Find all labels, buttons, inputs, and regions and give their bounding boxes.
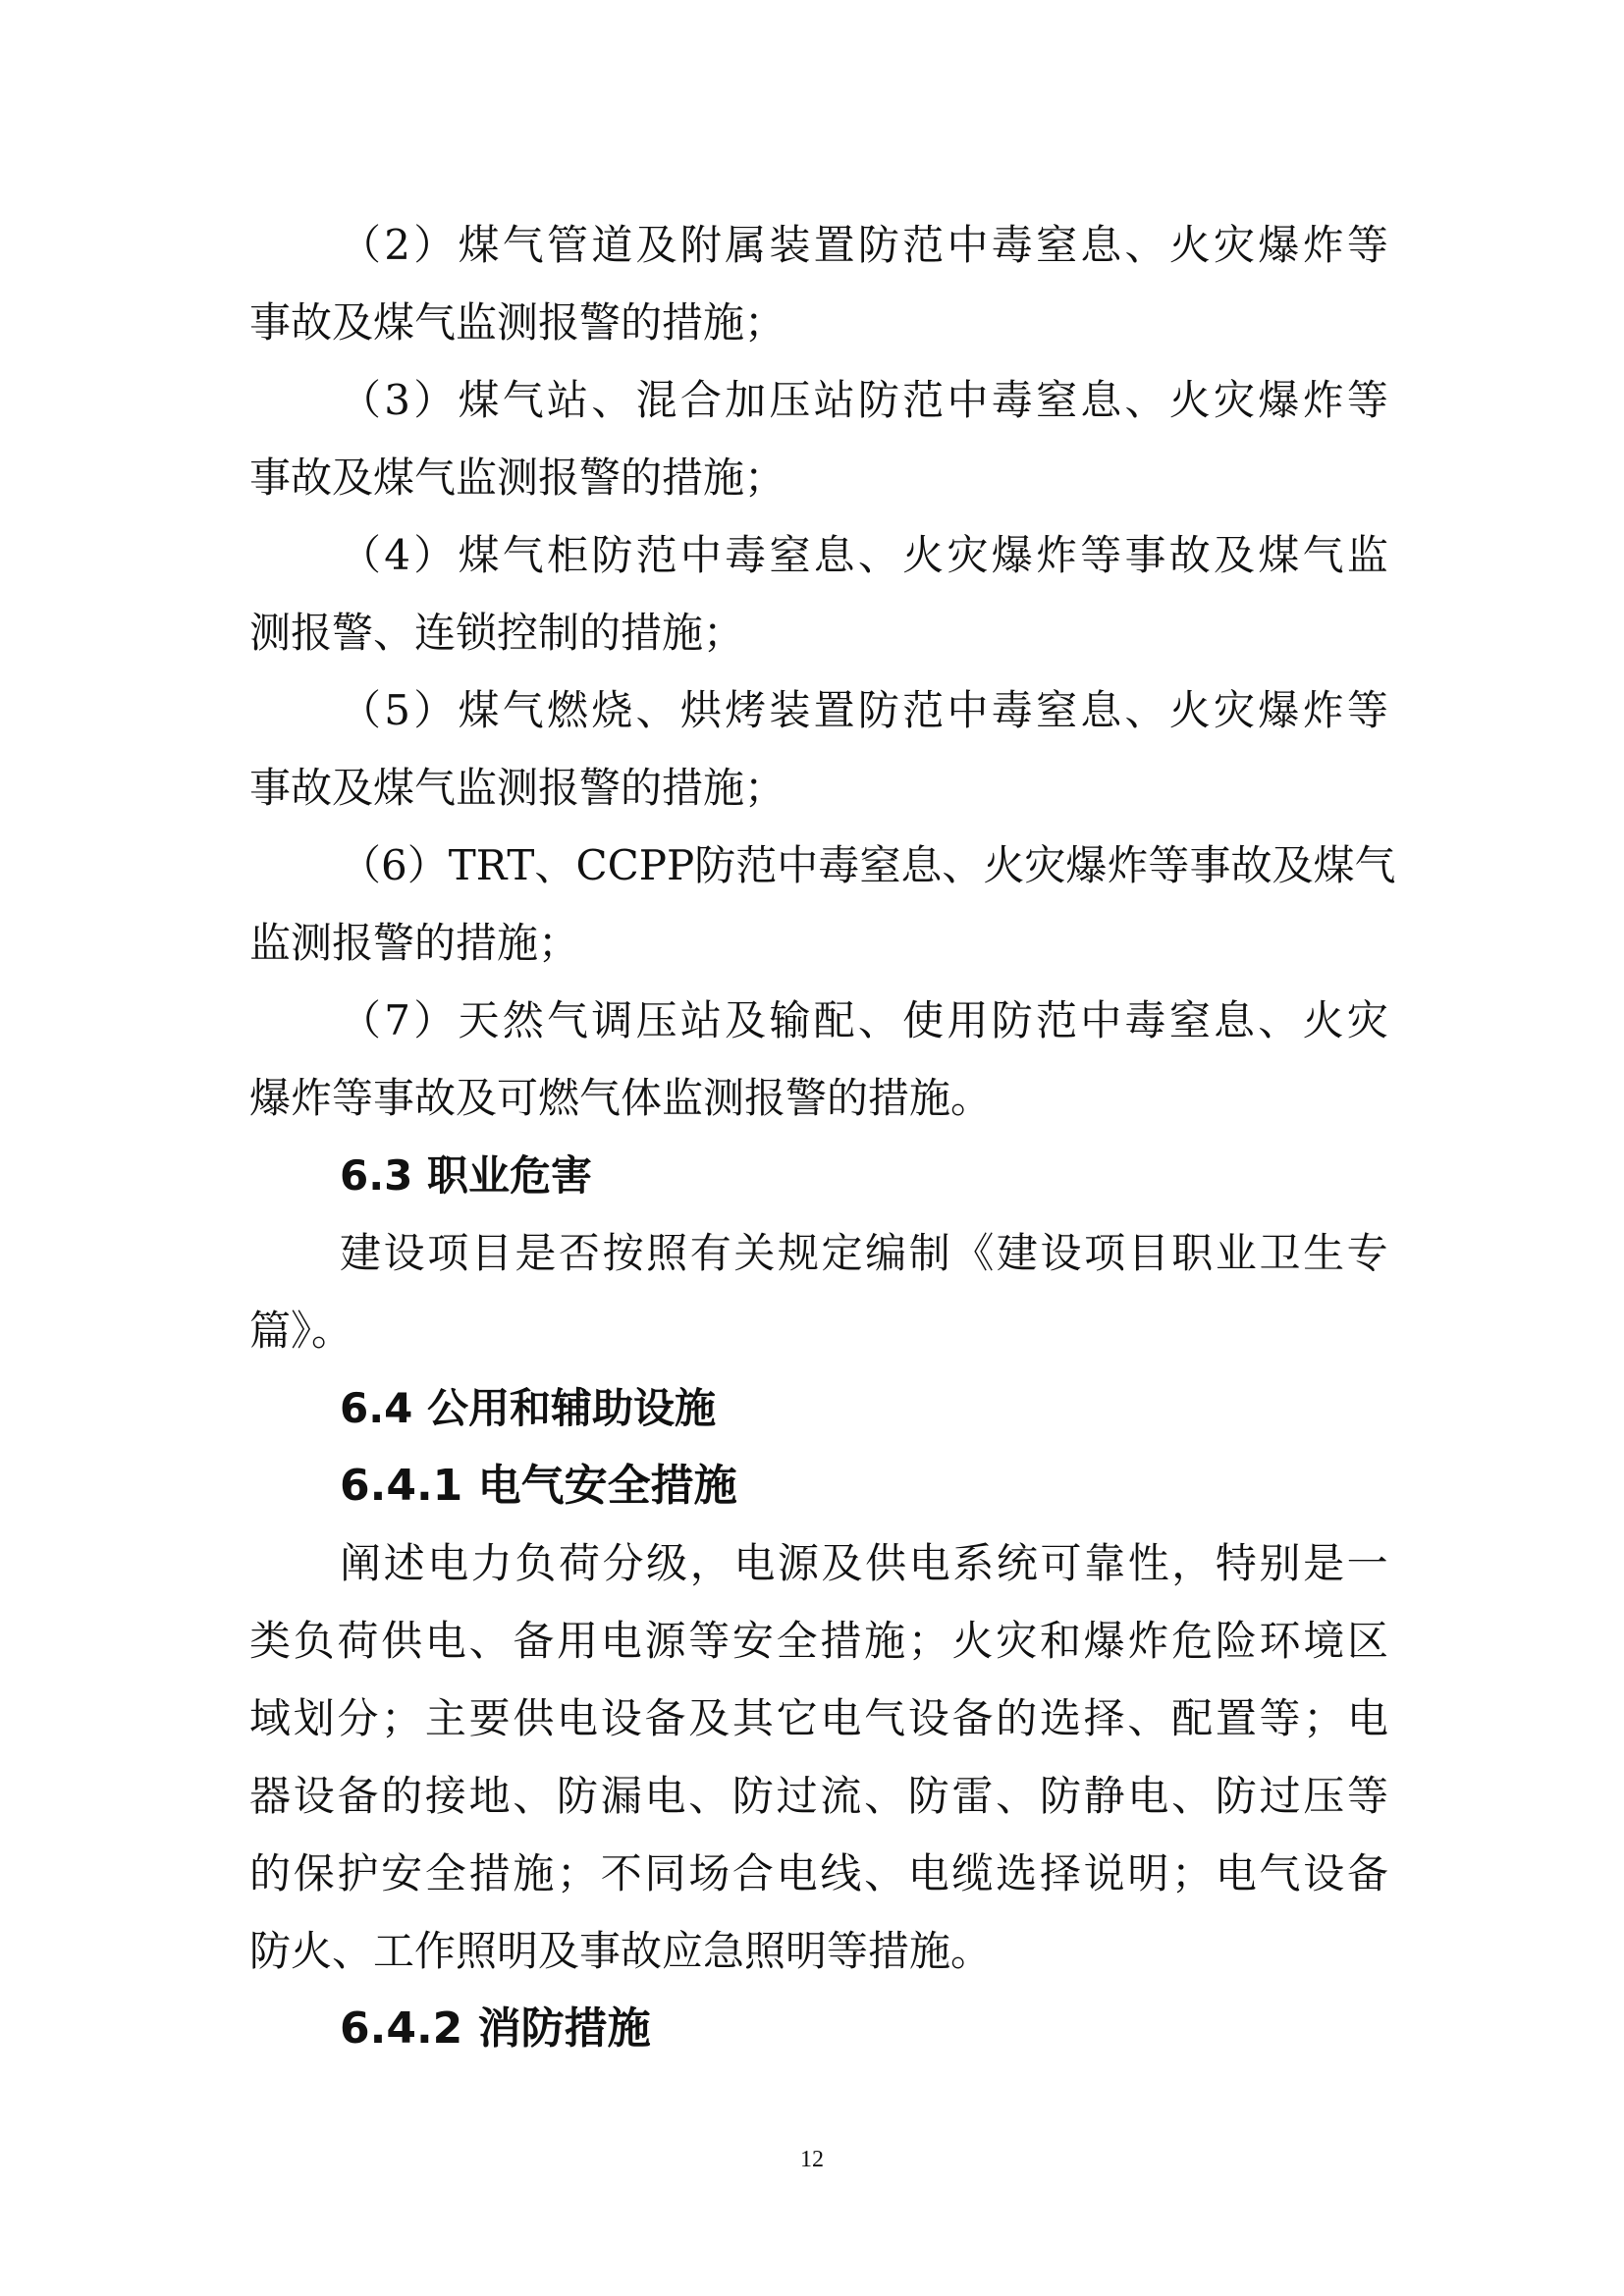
section-heading-6-4: 6.4 公用和辅助设施: [340, 1384, 717, 1432]
electrical-safety-line-2: 类 负 荷 供 电 、 备 用 电 源 等 安 全 措 施 ； 火 灾 和 爆 炸 危 险 环 境 区: [249, 1617, 1388, 1665]
occupational-hazard-line-1: 建 设 项 目 是 否 按 照 有 关 规 定 编 制 《 建 设 项 目 职 业 卫 生 专: [340, 1229, 1388, 1277]
item-5-line-1: （ 5 ） 煤 气 燃 烧 、 烘 烤 装 置 防 范 中 毒 窒 息 、 火 灾 爆 炸 等: [340, 686, 1388, 734]
electrical-safety-line-5: 的 保 护 安 全 措 施 ； 不 同 场 合 电 线 、 电 缆 选 择 说 明 ； 电 气 设 备: [249, 1849, 1388, 1897]
section-heading-6-4-2: 6.4.2 消防措施: [340, 2003, 651, 2054]
page-number: 12: [800, 2147, 824, 2172]
electrical-safety-line-1: 阐 述 电 力 负 荷 分 级 ， 电 源 及 供 电 系 统 可 靠 性 ， 特 别 是 一: [340, 1539, 1388, 1587]
item-4-line-2: 测报警、连锁控制的措施；: [249, 609, 745, 657]
item-7-line-2: 爆炸等事故及可燃气体监测报警的措施。: [249, 1074, 993, 1122]
occupational-hazard-line-2: 篇》。: [249, 1307, 353, 1355]
item-6-line-1: （ 6 ） T R T 、 C C P P 防 范 中 毒 窒 息 、 火 灾 爆 炸 等 事 故 及 煤 气: [340, 841, 1396, 889]
section-heading-6-4-1: 6.4.1 电气安全措施: [340, 1461, 737, 1511]
item-3-line-1: （ 3 ） 煤 气 站 、 混 合 加 压 站 防 范 中 毒 窒 息 、 火 灾 爆 炸 等: [340, 376, 1388, 424]
electrical-safety-line-3: 域 划 分 ； 主 要 供 电 设 备 及 其 它 电 气 设 备 的 选 择 、 配 置 等 ； 电: [249, 1694, 1388, 1742]
item-2-line-1: （ 2 ） 煤 气 管 道 及 附 属 装 置 防 范 中 毒 窒 息 、 火 灾 爆 炸 等: [340, 221, 1388, 269]
item-7-line-1: （ 7 ） 天 然 气 调 压 站 及 输 配 、 使 用 防 范 中 毒 窒 息 、 火 灾: [340, 996, 1388, 1044]
item-4-line-1: （ 4 ） 煤 气 柜 防 范 中 毒 窒 息 、 火 灾 爆 炸 等 事 故 及 煤 气 监: [340, 531, 1388, 579]
item-2-line-2: 事故及煤气监测报警的措施；: [249, 298, 786, 347]
electrical-safety-line-4: 器 设 备 的 接 地 、 防 漏 电 、 防 过 流 、 防 雷 、 防 静 电 、 防 过 压 等: [249, 1772, 1388, 1820]
item-6-line-2: 监测报警的措施；: [249, 919, 580, 967]
electrical-safety-line-6: 防火、工作照明及事故应急照明等措施。: [249, 1927, 993, 1975]
section-heading-6-3: 6.3 职业危害: [340, 1151, 593, 1200]
item-3-line-2: 事故及煤气监测报警的措施；: [249, 454, 786, 502]
item-5-line-2: 事故及煤气监测报警的措施；: [249, 764, 786, 812]
